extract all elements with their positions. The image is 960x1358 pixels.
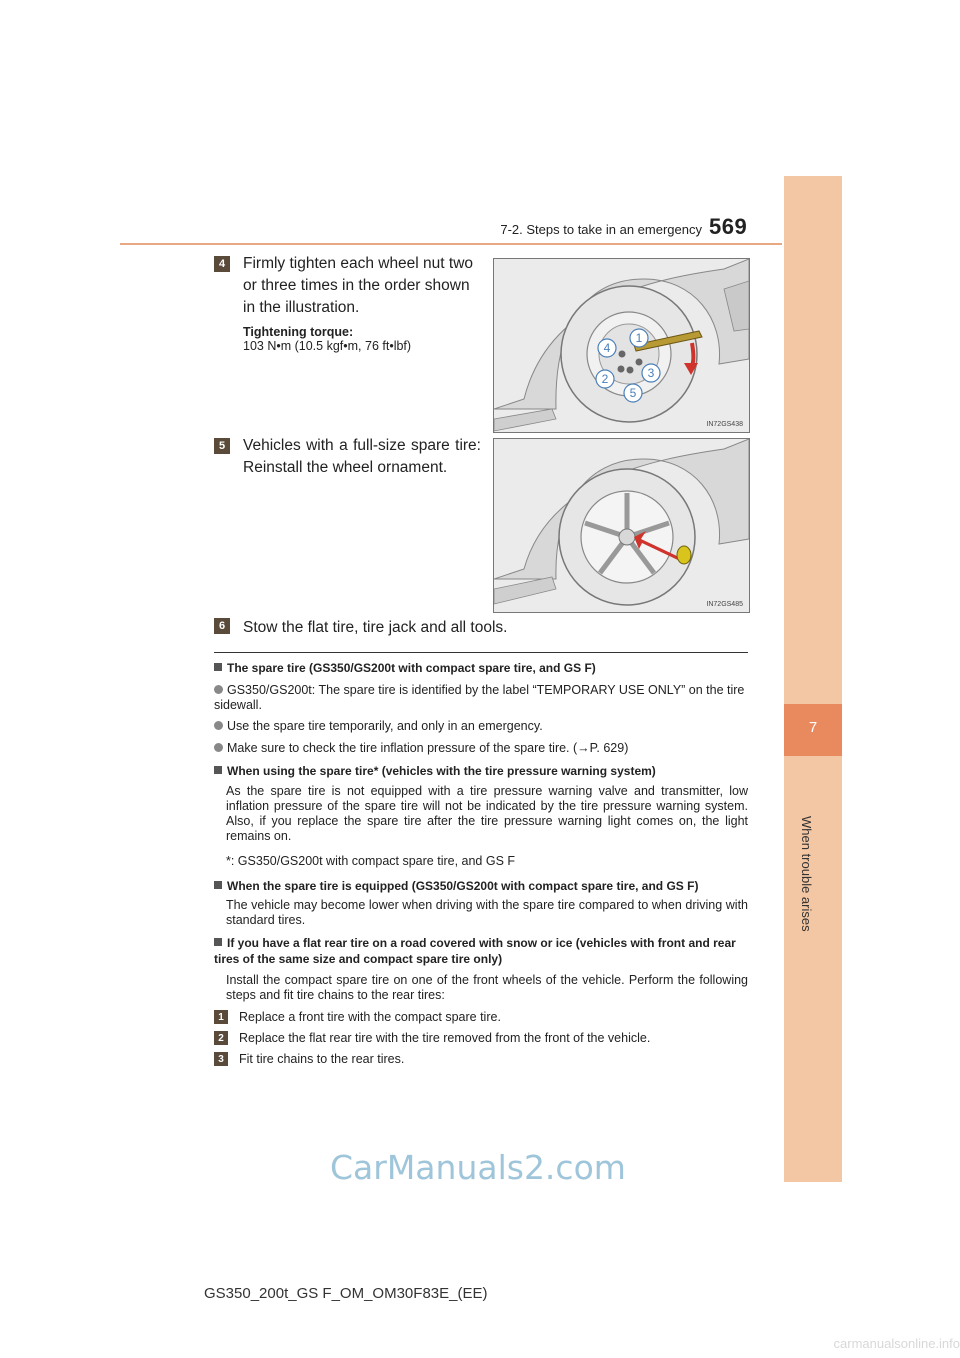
nut-order-label-3: 3 xyxy=(647,366,655,380)
nut-order-label-4: 4 xyxy=(603,341,611,355)
watermark-carmanuals: CarManuals2.com xyxy=(330,1148,626,1187)
chapter-title: When trouble arises xyxy=(799,816,814,932)
step-badge-5: 5 xyxy=(214,438,230,454)
header-rule xyxy=(120,243,782,245)
wheel-ornament-illustration xyxy=(493,438,750,613)
step-5-text: Vehicles with a full-size spare tire: Reinstall the wheel ornament. xyxy=(243,437,481,476)
nut-order-label-5: 5 xyxy=(629,386,637,400)
note-tpws-body: As the spare tire is not equipped with a tire pressure warning valve and transmitter, low inflation pressure of the spare tire will not be indicated by the tire pressure warning system. Also, if you replace the spare tire after the tire pressure warning light comes on, the light remains on. xyxy=(226,784,748,843)
note-tpws-heading: When using the spare tire* (vehicles with the tire pressure warning system) xyxy=(214,763,754,779)
step-6-text: Stow the flat tire, tire jack and all tools. xyxy=(243,619,508,636)
step-badge-6: 6 xyxy=(214,618,230,634)
torque-value: 103 N•m (10.5 kgf•m, 76 ft•lbf) xyxy=(243,339,412,353)
section-title: 7-2. Steps to take in an emergency xyxy=(500,222,702,237)
step-4-text: Firmly tighten each wheel nut two or three times in the order shown in the illustration. xyxy=(243,255,474,316)
watermark-bottom: carmanualsonline.info xyxy=(833,1336,960,1351)
chapter-side-tab xyxy=(784,176,842,1182)
step-badge-4: 4 xyxy=(214,256,230,272)
note-snow-heading: If you have a flat rear tire on a road covered with snow or ice (vehicles with front and rear tires of the same size and compact spare tire only) xyxy=(214,936,736,966)
nut-order-label-1: 1 xyxy=(635,331,643,345)
snow-step-badge-2: 2 xyxy=(214,1031,228,1045)
nut-order-label-2: 2 xyxy=(601,372,609,386)
wheel-nut-order-illustration xyxy=(493,258,750,433)
snow-step-badge-1: 1 xyxy=(214,1010,228,1024)
note-equipped-heading: When the spare tire is equipped (GS350/GS200t with compact spare tire, and GS F) xyxy=(214,878,754,894)
snow-step-1-text: Replace a front tire with the compact spare tire. xyxy=(239,1010,501,1024)
note-spare-tire-heading: The spare tire (GS350/GS200t with compact spare tire, and GS F) xyxy=(214,660,754,676)
note-bullet: Make sure to check the tire inflation pressure of the spare tire. (→P. 629) xyxy=(214,741,754,756)
note-tpws-footnote: *: GS350/GS200t with compact spare tire, and GS F xyxy=(226,854,516,868)
snow-step-badge-3: 3 xyxy=(214,1052,228,1066)
note-bullet: Use the spare tire temporarily, and only in an emergency. xyxy=(214,719,754,734)
footer-model-code: GS350_200t_GS F_OM_OM30F83E_(EE) xyxy=(204,1285,488,1302)
snow-step-3-text: Fit tire chains to the rear tires. xyxy=(239,1052,405,1066)
snow-step-2-text: Replace the flat rear tire with the tire removed from the front of the vehicle. xyxy=(239,1031,651,1045)
chapter-number: 7 xyxy=(808,719,818,736)
note-equipped-body: The vehicle may become lower when driving with the spare tire compared to when driving with standard tires. xyxy=(226,898,748,927)
section-divider xyxy=(214,652,748,653)
torque-label: Tightening torque: xyxy=(243,325,354,339)
illustration-code: IN72GS485 xyxy=(706,601,743,608)
page-number: 569 xyxy=(709,214,748,239)
note-bullet: GS350/GS200t: The spare tire is identified by the label “TEMPORARY USE ONLY” on the tire sidewall. xyxy=(214,683,745,712)
illustration-code: IN72GS438 xyxy=(706,421,743,428)
note-snow-body: Install the compact spare tire on one of the front wheels of the vehicle. Perform the following steps and fit tire chains to the rear tires: xyxy=(226,973,748,1002)
